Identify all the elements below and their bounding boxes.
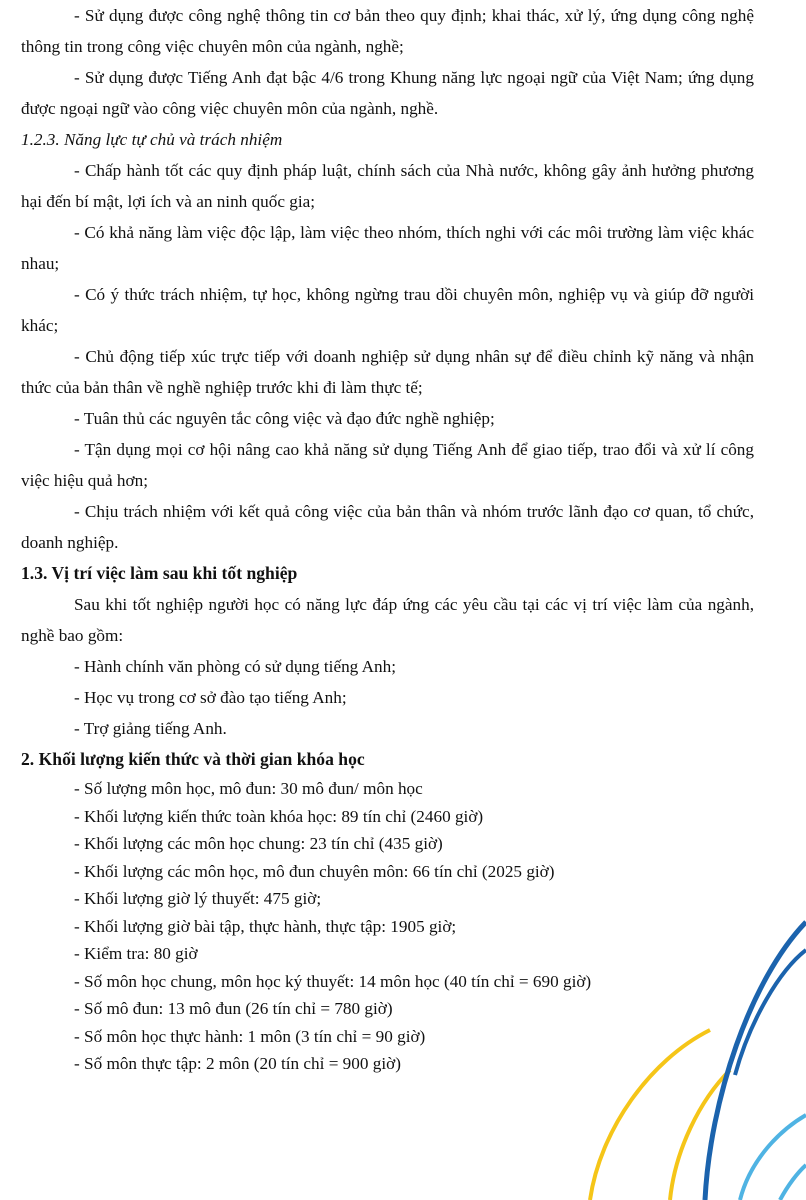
corner-swoosh-decoration [560,900,806,1200]
light-blue-swoosh [740,1115,806,1200]
list-item: - Trợ giảng tiếng Anh. [74,719,227,738]
paragraph: Sau khi tốt nghiệp người học có năng lực đáp ứng các yêu cầu tại các vị trí việc làm của ngành, nghề bao gồm: [21,595,754,645]
paragraph: - Chấp hành tốt các quy định pháp luật, chính sách của Nhà nước, không gây ảnh hưởng phương hại đến bí mật, lợi ích và an ninh quốc gia; [21,161,754,211]
paragraph: - Tận dụng mọi cơ hội nâng cao khả năng sử dụng Tiếng Anh để giao tiếp, trao đổi và xử lí công việc hiệu quả hơn; [21,440,754,490]
list-item: - Khối lượng kiến thức toàn khóa học: 89 tín chỉ (2460 giờ) [74,806,484,826]
list-item: - Số môn học thực hành: 1 môn (3 tín chỉ = 90 giờ) [74,1026,426,1046]
list-item: - Học vụ trong cơ sở đào tạo tiếng Anh; [74,688,347,707]
list-item: - Số môn thực tập: 2 môn (20 tín chỉ = 900 giờ) [74,1054,401,1073]
list-item: - Số mô đun: 13 mô đun (26 tín chỉ = 780 giờ) [74,999,393,1018]
list-item: - Khối lượng các môn học chung: 23 tín chỉ (435 giờ) [74,834,443,853]
light-blue-swoosh-lower [780,1165,806,1200]
subsection-heading: 1.2.3. Năng lực tự chủ và trách nhiệm [21,130,283,149]
section-heading: 1.3. Vị trí việc làm sau khi tốt nghiệp [21,563,298,583]
list-item: - Số môn học chung, môn học ký thuyết: 14 môn học (40 tín chỉ = 690 giờ) [74,971,592,991]
paragraph: - Chủ động tiếp xúc trực tiếp với doanh nghiệp sử dụng nhân sự để điều chỉnh kỹ năng và nhận thức của bản thân về nghề nghiệp trước khi đi làm thực tế; [21,347,754,397]
paragraph: - Sử dụng được công nghệ thông tin cơ bản theo quy định; khai thác, xử lý, ứng dụng công nghệ thông tin trong công việc chuyên môn của ngành, nghề; [21,6,754,56]
list-item: - Khối lượng các môn học, mô đun chuyên môn: 66 tín chỉ (2025 giờ) [74,861,555,881]
paragraph: - Có khả năng làm việc độc lập, làm việc theo nhóm, thích nghi với các môi trường làm việc khác nhau; [21,223,754,273]
list-item: - Số lượng môn học, mô đun: 30 mô đun/ môn học [74,779,423,798]
list-item: - Khối lượng giờ lý thuyết: 475 giờ; [74,889,322,908]
paragraph: - Chịu trách nhiệm với kết quả công việc của bản thân và nhóm trước lãnh đạo cơ quan, tổ chức, doanh nghiệp. [21,502,754,552]
section-heading: 2. Khối lượng kiến thức và thời gian khóa học [21,749,365,769]
list-item: - Khối lượng giờ bài tập, thực hành, thực tập: 1905 giờ; [74,916,457,936]
paragraph: - Có ý thức trách nhiệm, tự học, không ngừng trau dồi chuyên môn, nghiệp vụ và giúp đỡ người khác; [21,285,754,335]
list-item: - Kiểm tra: 80 giờ [74,944,198,963]
yellow-swoosh-outer [590,1030,710,1200]
list-item: - Hành chính văn phòng có sử dụng tiếng Anh; [74,657,396,676]
paragraph: - Tuân thủ các nguyên tắc công việc và đạo đức nghề nghiệp; [74,409,495,428]
paragraph: - Sử dụng được Tiếng Anh đạt bậc 4/6 trong Khung năng lực ngoại ngữ của Việt Nam; ứng dụng được ngoại ngữ vào công việc chuyên môn của ngành, nghề. [21,68,754,118]
